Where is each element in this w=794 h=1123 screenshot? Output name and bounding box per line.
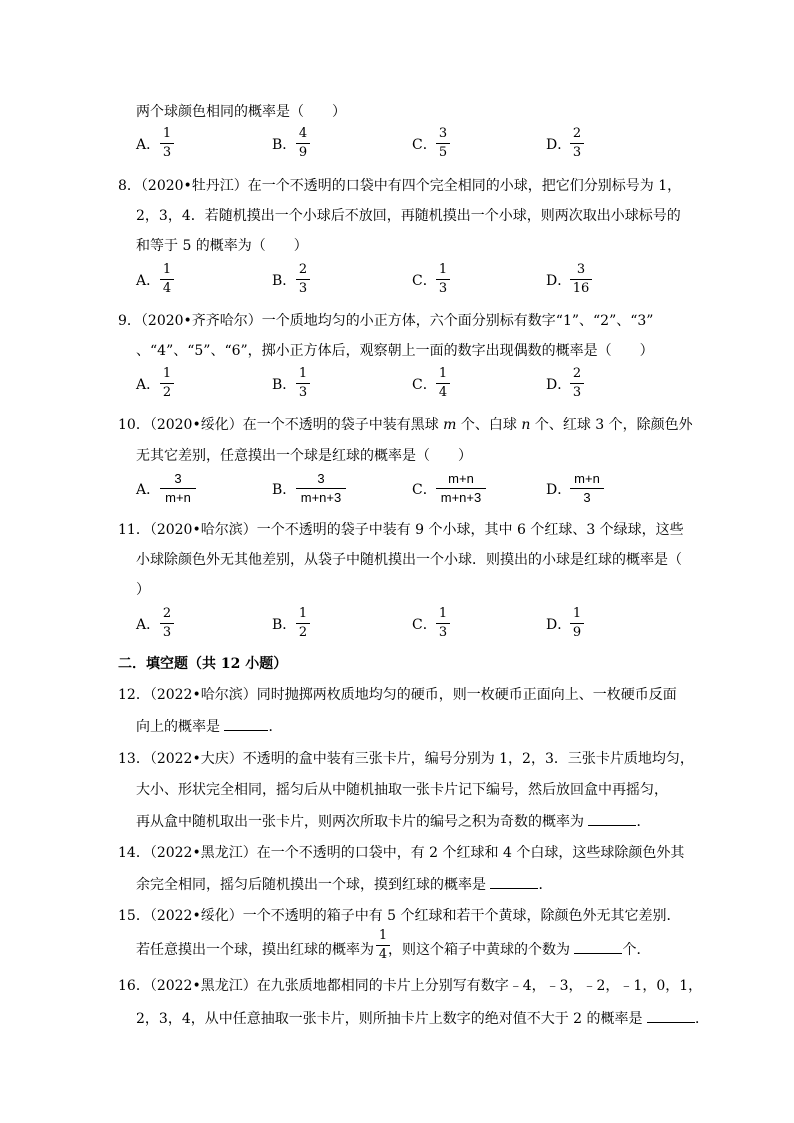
q16-answer-blank[interactable]: [647, 1008, 695, 1023]
q9-line-1: 9．（2020•齐齐哈尔）一个质地均匀的小正方体，六个面分别标有数字“1”、“2”、“3”: [118, 313, 654, 329]
denominator: m+n+3: [440, 490, 482, 505]
fraction-bar: [160, 383, 174, 384]
denominator: 9: [298, 145, 308, 160]
q8-line-3: 和等于 5 的概率为（ ）: [136, 238, 308, 254]
option-label: B．: [272, 482, 297, 498]
numerator: 2: [298, 262, 308, 277]
q10-option-c[interactable]: [412, 480, 437, 500]
fraction-bar: [296, 279, 310, 280]
option-label: A．: [136, 273, 161, 289]
q10-text-c: 个、红球 3 个，除颜色外: [530, 417, 693, 433]
denominator: 3: [438, 625, 448, 640]
numerator: 3: [317, 471, 325, 486]
denominator: 2: [298, 625, 308, 640]
denominator: 16: [572, 281, 590, 296]
numerator: 3: [576, 262, 586, 277]
fraction-bar: [436, 143, 450, 144]
q9-option-d-fraction: [570, 366, 584, 401]
option-label: D．: [546, 482, 572, 498]
q13-text: 再从盒中随机取出一张卡片，则两次所取卡片的编号之积为奇数的概率为: [136, 814, 589, 830]
q13-line-3: [136, 811, 650, 832]
denominator: m+n: [165, 490, 191, 505]
q9-option-c[interactable]: [412, 375, 437, 395]
denominator: 4: [378, 947, 388, 962]
denominator: 3: [162, 625, 172, 640]
q9-line-2: 、“4”、“5”、“6”，掷小正方体后，观察朝上一面的数字出现偶数的概率是（ ）: [136, 343, 654, 359]
numerator: 4: [298, 126, 308, 141]
q15-line-1: 15．（2022•绥化）一个不透明的箱子中有 5 个红球和若干个黄球，除颜色外无其它差别．: [118, 908, 681, 924]
q15-text-a: 若任意摸出一个球，摸出红球的概率为: [136, 942, 374, 958]
option-label: C．: [412, 273, 437, 289]
numerator: 2: [572, 366, 582, 381]
q12-line-2: [136, 716, 282, 737]
q10-option-b[interactable]: [272, 480, 296, 500]
option-label: C．: [412, 482, 437, 498]
q12-answer-blank[interactable]: [224, 716, 268, 731]
option-label: A．: [136, 377, 161, 393]
q9-option-a[interactable]: [136, 375, 160, 395]
numerator: m+n: [574, 471, 600, 486]
numerator: 1: [438, 606, 448, 621]
numerator: 1: [438, 262, 448, 277]
option-label: D．: [546, 617, 572, 633]
numerator: 1: [162, 366, 172, 381]
fraction-bar: [160, 279, 174, 280]
q8-option-d[interactable]: [546, 271, 571, 291]
fraction-bar: [436, 383, 450, 384]
q16-text: 2，3，4，从中任意抽取一张卡片，则所抽卡片上数字的绝对值不大于 2 的概率是: [136, 1011, 647, 1027]
q11-option-b-fraction: [296, 606, 310, 641]
denominator: m+n+3: [300, 490, 342, 505]
option-label: D．: [546, 273, 572, 289]
q7-option-b-fraction: [296, 126, 310, 161]
q10-option-a-fraction: [160, 471, 196, 506]
q11-option-a-fraction: [160, 606, 174, 641]
numerator: 1: [162, 262, 172, 277]
option-label: A．: [136, 137, 161, 153]
q10-text-a: 10．（2020•绥化）在一个不透明的袋子中装有黑球: [118, 417, 444, 433]
q10-option-a[interactable]: [136, 480, 160, 500]
q14-answer-blank[interactable]: [490, 874, 538, 889]
q8-option-b[interactable]: [272, 271, 296, 291]
q9-option-b-fraction: [296, 366, 310, 401]
q8-option-a[interactable]: [136, 271, 160, 291]
period: ．: [636, 814, 651, 830]
q11-option-a[interactable]: [136, 615, 160, 635]
variable-n: n: [521, 417, 531, 433]
numerator: 3: [174, 471, 182, 486]
numerator: 1: [162, 126, 172, 141]
numerator: m+n: [448, 471, 474, 486]
q15-probability-fraction: [376, 928, 390, 963]
denominator: 3: [572, 145, 582, 160]
option-label: B．: [272, 617, 297, 633]
option-label: C．: [412, 617, 437, 633]
fraction-bar: [570, 623, 584, 624]
option-label: B．: [272, 273, 297, 289]
q11-line-3: ）: [136, 582, 150, 598]
fraction-bar: [436, 279, 450, 280]
numerator: 3: [438, 126, 448, 141]
variable-m: m: [443, 417, 457, 433]
denominator: 5: [438, 145, 448, 160]
option-label: A．: [136, 482, 161, 498]
q11-option-c[interactable]: [412, 615, 437, 635]
denominator: 3: [298, 385, 308, 400]
fraction-bar: [436, 623, 450, 624]
q7-option-d[interactable]: [546, 135, 571, 155]
q8-line-1: 8．（2020•牡丹江）在一个不透明的口袋中有四个完全相同的小球，把它们分别标号为 1，: [118, 178, 682, 194]
q8-option-a-fraction: [160, 262, 174, 297]
q7-option-a-fraction: [160, 126, 174, 161]
denominator: 4: [438, 385, 448, 400]
q8-option-c[interactable]: [412, 271, 437, 291]
q7-text-tail: 两个球颜色相同的概率是（ ）: [136, 104, 346, 120]
option-label: B．: [272, 377, 297, 393]
q16-line-1: 16．（2022•黑龙江）在九张质地都相同的卡片上分别写有数字﹣4，﹣3，﹣2，﹣1，0，1，: [118, 978, 703, 994]
q10-line-2: 无其它差别，任意摸出一个球是红球的概率是（ ）: [136, 448, 472, 464]
q13-line-2: 大小、形状完全相同，摇匀后从中随机抽取一张卡片记下编号，然后放回盒中再摇匀，: [136, 782, 668, 798]
q14-line-1: 14．（2022•黑龙江）在一个不透明的口袋中，有 2 个红球和 4 个白球，这些球除颜色外其: [118, 845, 685, 861]
numerator: 1: [298, 606, 308, 621]
fraction-bar: [570, 488, 604, 489]
fraction-bar: [160, 488, 196, 489]
q9-option-d[interactable]: [546, 375, 571, 395]
denominator: 3: [572, 385, 582, 400]
option-label: D．: [546, 377, 572, 393]
period: ．: [538, 877, 553, 893]
q9-option-a-fraction: [160, 366, 174, 401]
q13-answer-blank[interactable]: [588, 811, 636, 826]
fraction-bar: [160, 623, 174, 624]
denominator: 3: [298, 281, 308, 296]
numerator: 2: [572, 126, 582, 141]
q11-line-2: 小球除颜色外无其他差别，从袋子中随机摸出一个小球．则摸出的小球是红球的概率是（: [136, 552, 682, 568]
q15-line-2: [136, 939, 650, 960]
q7-option-d-fraction: [570, 126, 584, 161]
q14-text: 余完全相同，摇匀后随机摸出一个球，摸到红球的概率是: [136, 877, 491, 893]
numerator: 2: [162, 606, 172, 621]
q11-option-d-fraction: [570, 606, 584, 641]
q10-option-b-fraction: [296, 471, 346, 506]
q10-option-d[interactable]: [546, 480, 571, 500]
numerator: 1: [572, 606, 582, 621]
q7-option-b[interactable]: [272, 135, 296, 155]
q7-option-c[interactable]: [412, 135, 437, 155]
q11-option-d[interactable]: [546, 615, 571, 635]
q13-line-1: 13．（2022•大庆）不透明的盒中装有三张卡片，编号分别为 1，2，3．三张卡片质地均匀，: [118, 751, 694, 767]
denominator: 3: [583, 490, 591, 505]
q9-option-c-fraction: [436, 366, 450, 401]
denominator: 2: [162, 385, 172, 400]
q9-option-b[interactable]: [272, 375, 296, 395]
fraction-bar: [570, 143, 584, 144]
fraction-bar: [570, 383, 584, 384]
q15-answer-blank[interactable]: [574, 939, 622, 954]
q10-line-1: [118, 415, 693, 435]
q8-option-c-fraction: [436, 262, 450, 297]
numerator: 1: [438, 366, 448, 381]
denominator: 4: [162, 281, 172, 296]
denominator: 3: [438, 281, 448, 296]
denominator: 9: [572, 625, 582, 640]
q7-option-c-fraction: [436, 126, 450, 161]
q10-option-d-fraction: [570, 471, 604, 506]
denominator: 3: [162, 145, 172, 160]
option-label: D．: [546, 137, 572, 153]
fraction-bar: [296, 383, 310, 384]
option-label: B．: [272, 137, 297, 153]
q10-text-b: 个、白球: [456, 417, 522, 433]
period: ．: [694, 1011, 709, 1027]
q15-text-c: 个．: [622, 942, 651, 958]
q11-line-1: 11．（2020•哈尔滨）一个不透明的袋子中装有 9 个小球，其中 6 个红球、3 个绿球，这些: [118, 522, 684, 538]
q8-line-2: 2，3，4．若随机摸出一个小球后不放回，再随机摸出一个小球，则两次取出小球标号的: [136, 208, 681, 224]
option-label: C．: [412, 377, 437, 393]
q16-line-2: [136, 1008, 709, 1029]
q12-text: 向上的概率是: [136, 719, 225, 735]
q8-option-b-fraction: [296, 262, 310, 297]
numerator: 1: [378, 928, 388, 943]
period: ．: [268, 719, 283, 735]
q7-option-a[interactable]: [136, 135, 160, 155]
q15-text-b: ，则这个箱子中黄球的个数为: [388, 942, 575, 958]
fraction-bar: [436, 488, 486, 489]
fraction-bar: [296, 623, 310, 624]
q10-option-c-fraction: [436, 471, 486, 506]
fraction-bar: [570, 279, 592, 280]
fraction-bar: [160, 143, 174, 144]
option-label: C．: [412, 137, 437, 153]
numerator: 1: [298, 366, 308, 381]
fraction-bar: [376, 945, 390, 946]
q11-option-c-fraction: [436, 606, 450, 641]
q8-option-d-fraction: [570, 262, 592, 297]
section-heading-fill-in: 二．填空题（共 12 小题）: [118, 656, 288, 672]
q14-line-2: [136, 874, 552, 895]
fraction-bar: [296, 143, 310, 144]
q11-option-b[interactable]: [272, 615, 296, 635]
option-label: A．: [136, 617, 161, 633]
q12-line-1: 12．（2022•哈尔滨）同时抛掷两枚质地均匀的硬币，则一枚硬币正面向上、一枚硬币反面: [118, 687, 677, 703]
fraction-bar: [296, 488, 346, 489]
